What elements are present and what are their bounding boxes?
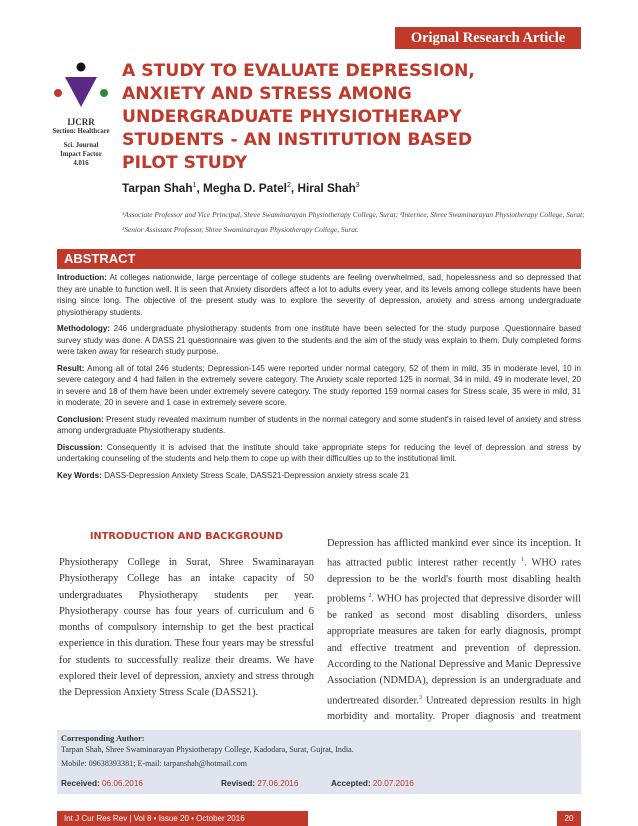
- author-affil-mark: 1: [192, 182, 197, 190]
- page-footer: [57, 811, 581, 826]
- citation-ref[interactable]: 3: [418, 694, 422, 701]
- journal-impact-factor: 4.016: [73, 160, 89, 167]
- author-affil-mark: 2: [286, 182, 291, 190]
- citation-ref[interactable]: 2: [368, 593, 372, 600]
- intro-right-paragraph: [327, 536, 581, 745]
- article-type-badge: Orignal Research Article: [395, 27, 581, 49]
- intro-heading: INTRODUCTION AND BACKGROUND: [89, 531, 284, 542]
- abstract-header: [57, 249, 581, 269]
- revised-date: [221, 779, 298, 788]
- abstract-methodology: [57, 323, 581, 358]
- citation-ref[interactable]: 1: [521, 557, 525, 564]
- revised-value: 27.06.2016: [257, 779, 299, 788]
- abstract-conclusion: [57, 414, 581, 437]
- footer-citation: Int J Cur Res Rev | Vol 8 • Issue 20 • October 2016: [57, 811, 308, 826]
- abstract-label: Introduction:: [57, 273, 107, 282]
- abstract-body: [57, 272, 581, 486]
- abstract-result: [57, 363, 581, 409]
- intro-text: Untreated depression results in high morbidity and mortality. Proper diagnosis and treatment: [327, 695, 581, 723]
- accepted-value: 20.07.2016: [372, 779, 414, 788]
- abstract-label: Conclusion:: [57, 414, 104, 424]
- author-affil-mark: 3: [355, 182, 360, 190]
- abstract-label: Result:: [57, 363, 85, 373]
- abstract-introduction: [57, 272, 581, 318]
- author-separator: ,: [290, 181, 298, 195]
- abstract-label: Methodology:: [57, 324, 111, 333]
- journal-emblem-icon: [52, 60, 110, 112]
- intro-left-paragraph: Physiotherapy College in Surat, Shree Swaminarayan Physiotherapy College has an intake capacity of 50 undergraduates Physiotherapy students per year. Physiotherapy course has four years of curriculum and 6 months of compulsory internship to get the best practical experience in this duration. These four years may be stressful for students to successfully realize their dreams. We have explored their level of depression, anxiety and stress through the Depression Anxiety Stress Scale (DASS21).: [59, 557, 314, 699]
- author-separator: ,: [196, 181, 204, 195]
- received-date: [61, 779, 143, 788]
- accepted-date: [331, 779, 414, 788]
- abstract-text: 246 undergraduate physiotherapy students from one institute have been selected for the study purpose .Questionnaire based survey study was done. A DASS 21 questionnaire was given to the students and the aim of the study was explain to them. Duly completed forms were taken away for research study purpose.: [57, 324, 582, 356]
- corresponding-title: Corresponding Author:: [61, 734, 145, 743]
- received-label: Received:: [61, 779, 100, 788]
- abstract-discussion: [57, 442, 581, 465]
- accepted-label: Accepted:: [331, 779, 371, 788]
- abstract-label: Key Words:: [57, 470, 102, 480]
- paper-title: A STUDY TO EVALUATE DEPRESSION, ANXIETY AND STRESS AMONG UNDERGRADUATE PHYSIOTHERAPY STUDENTS - AN INSTITUTION BASED PILOT STUDY: [122, 61, 475, 173]
- received-value: 06.06.2016: [101, 779, 143, 788]
- abstract-text: Present study revealed maximum number of students in the normal category and some student's in raised level of anxiety and stress among undergraduate Physiotherapy students.: [57, 414, 581, 435]
- abstract-text: At colleges nationwide, large percentage of college students are feeling overwhelmed, sad, hopelessness and so depressed that they are unable to function well. It is seen that Anxiety disorders affect a lot to adults every year, and its levels among college students have been rising since long. The objective of the present study was to explore the severity of depression, anxiety and stress among undergraduate physiotherapy students.: [57, 273, 581, 317]
- page-number: 20: [557, 811, 581, 826]
- corresponding-address: Tarpan Shah, Shree Swaminarayan Physiotherapy College, Kadodara, Surat, Gujrat, India.: [61, 745, 354, 754]
- intro-text: Depression has afflicted mankind ever since its inception. It has attracted public interest rather recently: [327, 538, 581, 569]
- revised-label: Revised:: [221, 779, 256, 788]
- journal-logo-name: IJCRR: [67, 117, 95, 127]
- abstract-heading: ABSTRACT: [64, 251, 136, 266]
- abstract-keywords: [57, 470, 581, 482]
- intro-text: . WHO has projected that depressive disorder will be ranked as second most disabling disorders, unless appropriate measures are taken for early diagnosis, prompt and effective treatment and prevention of depression. According to the National Depressive and Manic Depressive Association (NDMDA), depression is an undergraduate and undertreated disorder.: [327, 593, 581, 707]
- corresponding-author-box: [57, 730, 581, 794]
- abstract-text: DASS-Depression Anxiety Stress Scale, DASS21-Depression anxiety stress scale 21: [104, 470, 410, 480]
- affiliations: ¹Associate Professor and Vice Principal, Shree Swaminarayan Physiotherapy College, Surat; ²Internee, Shree Swaminarayan Physiotherapy College, Surat; ³Senior Assistant Professor, Shree Swaminarayan Physiotherapy College, Surat.: [122, 210, 585, 234]
- author-list: [122, 181, 360, 195]
- corresponding-contact[interactable]: Mobile: 09638393381; E-mail: tarpanshah@hotmail.com: [61, 758, 247, 768]
- abstract-label: Discussion:: [57, 442, 103, 452]
- abstract-text: Among all of total 246 students; Depression-145 were reported under normal category, 52 of them in mild, 35 in moderate level, 10 in severe category and 4 had fallen in the extremely severe category. The Anxiety scale reported 125 in normal, 34 in mild, 49 in moderate level, 20 in severe and 18 of them have been under extremely severe category. The study reported 159 normal cases for Stress scale, 35 were in mild, 31 in moderate, 20 in severe and 1 case in extremely severe score.: [57, 363, 581, 407]
- journal-index-line1: Sci. Journal: [63, 142, 99, 149]
- journal-section: Section: Healthcare: [52, 128, 110, 135]
- author-name: Tarpan Shah: [122, 181, 193, 195]
- abstract-text: Consequently it is advised that the institute should take appropriate steps for reducing the level of depression and stress by undertaking counseling of the students and help them to cope up with their difficulties up to the institutional limit.: [57, 442, 581, 463]
- intro-text: . WHO rates depression to be the world's fourth most disabling health problems: [327, 557, 581, 605]
- author-name: Hiral Shah: [297, 181, 356, 195]
- author-name: Megha D. Patel: [203, 181, 287, 195]
- journal-index-line2: Impact Factor: [60, 151, 102, 158]
- journal-logo: [48, 60, 114, 168]
